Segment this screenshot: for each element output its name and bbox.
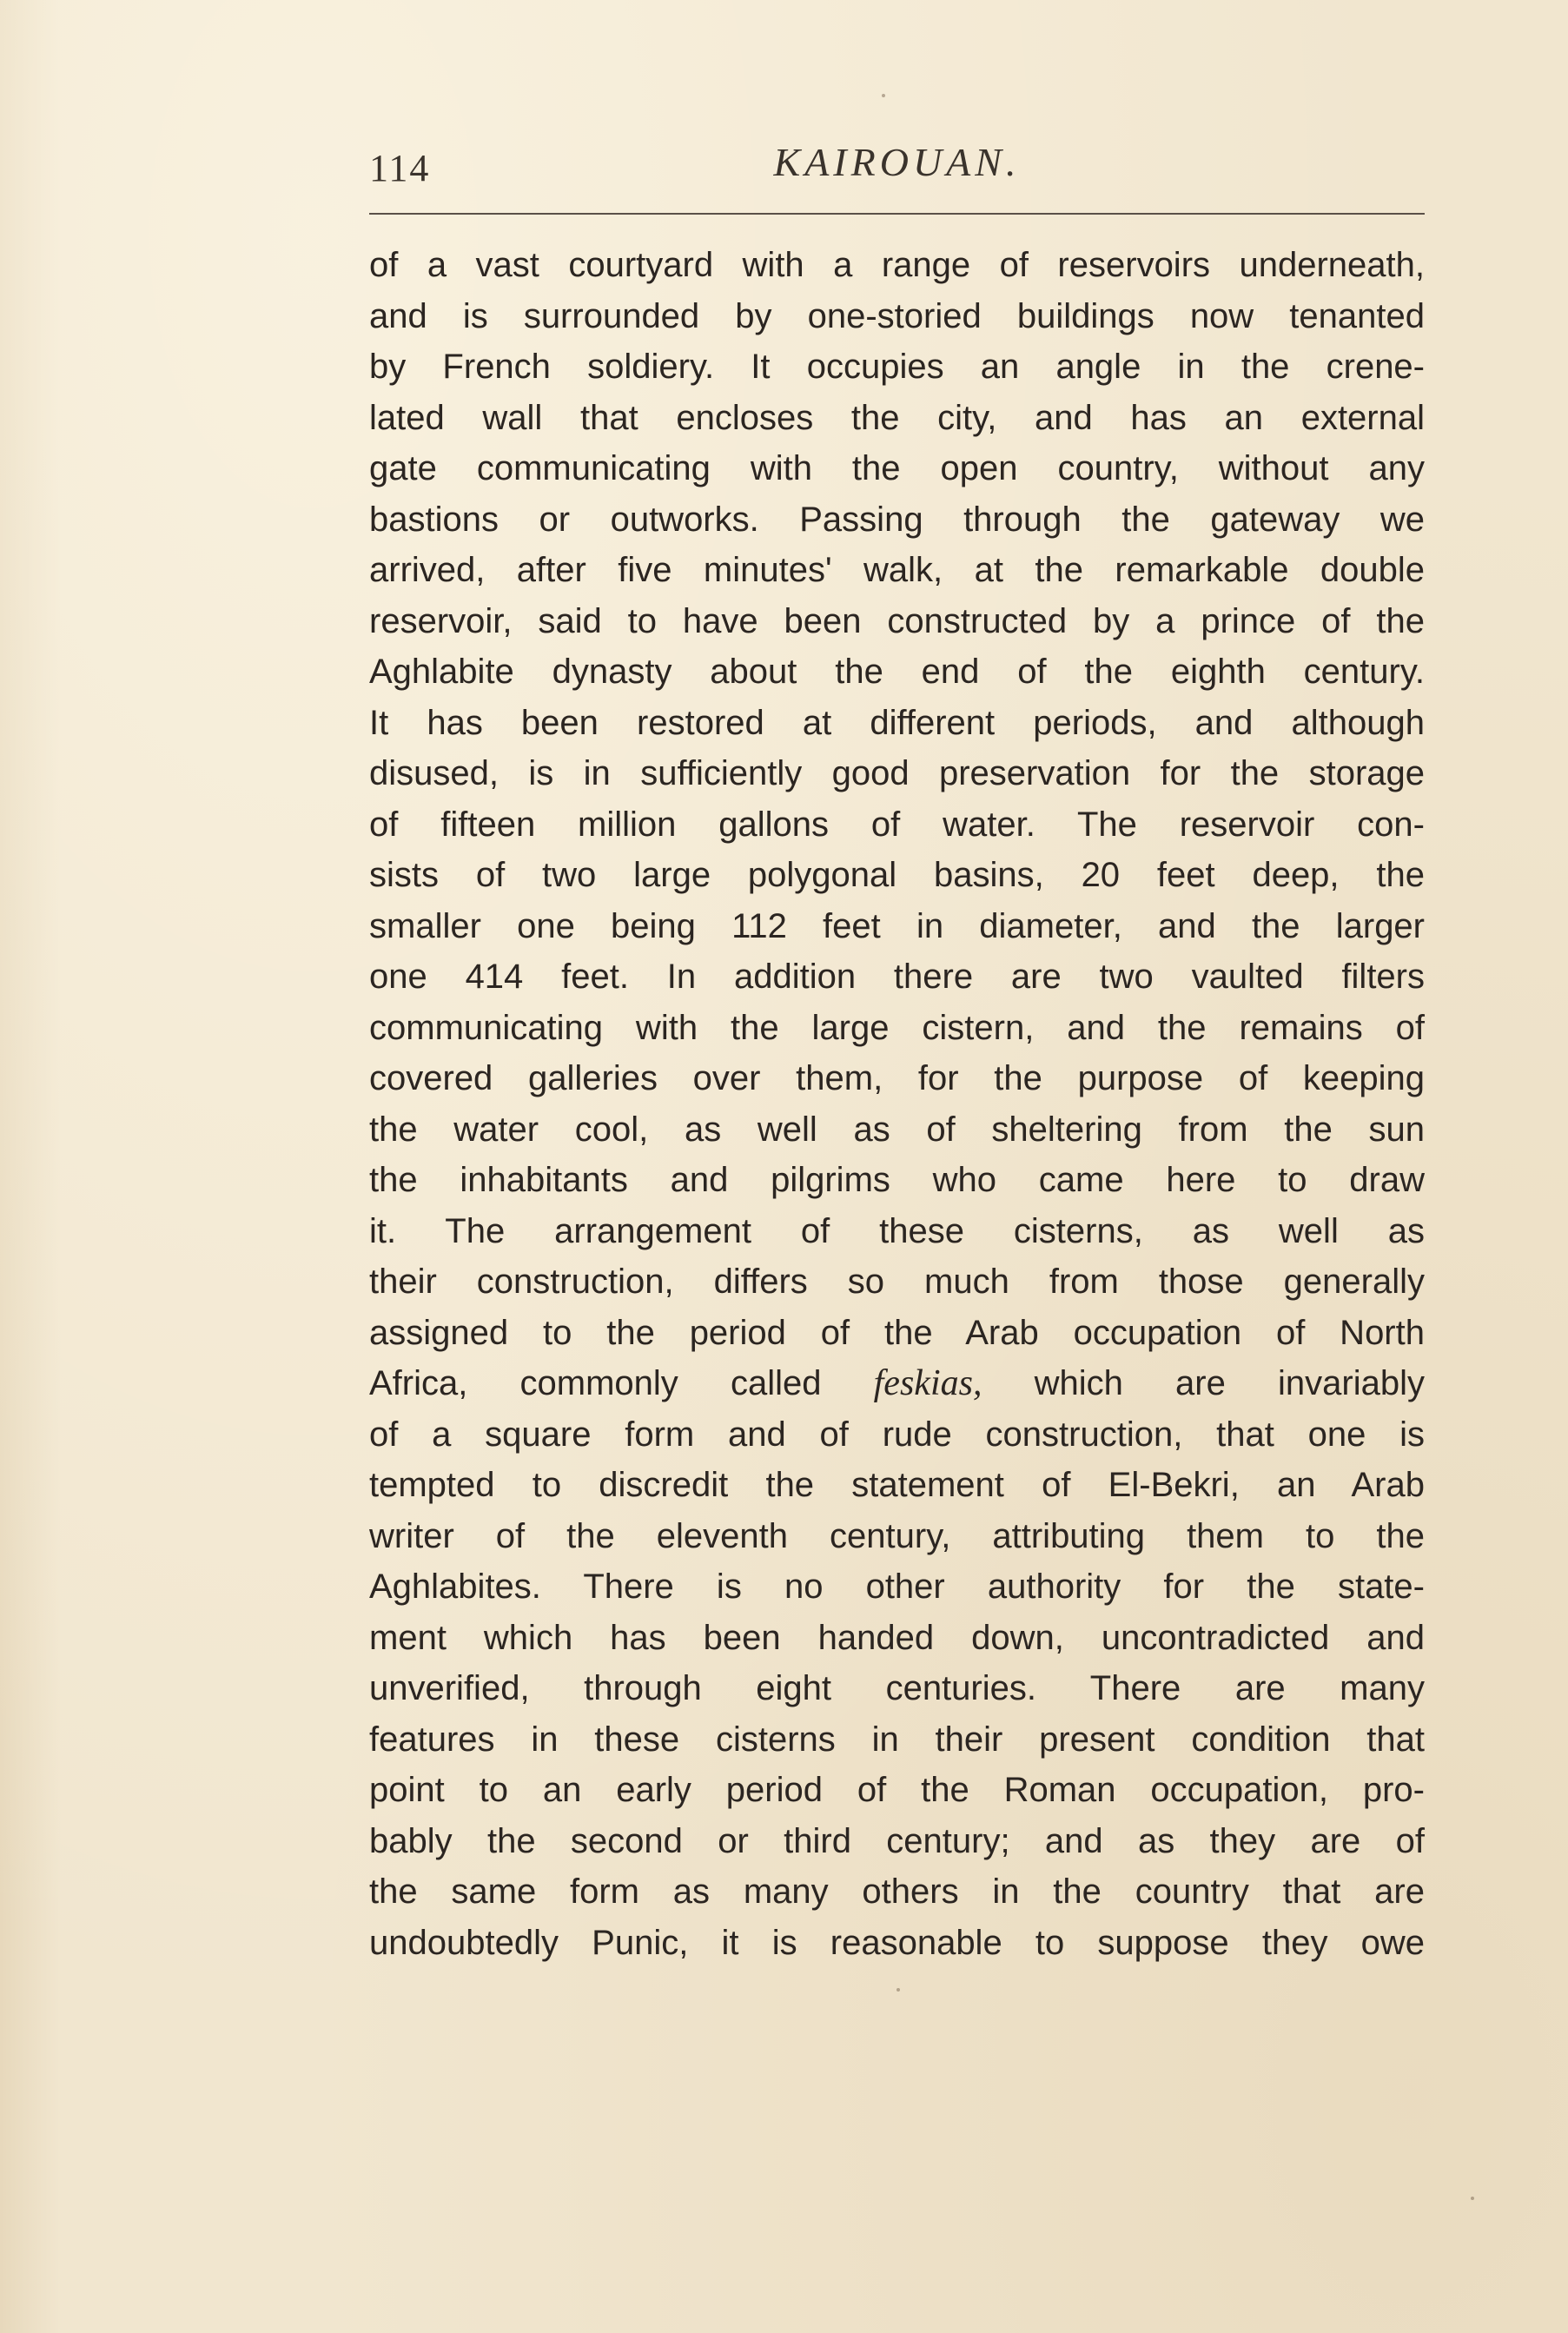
text-line: ment which has been handed down, uncontradicted and — [369, 1618, 1425, 1657]
text-line: Aghlabite dynasty about the end of the eighth century. — [369, 653, 1425, 691]
text-line: of a square form and of rude construction, that one is — [369, 1415, 1425, 1454]
text-line: lated wall that encloses the city, and has an external — [369, 398, 1425, 437]
running-head — [369, 139, 1425, 200]
text-line: gate communicating with the open country, without any — [369, 449, 1425, 487]
text-line: undoubtedly Punic, it is reasonable to suppose they owe — [369, 1923, 1425, 1962]
text-line: assigned to the period of the Arab occupation of North — [369, 1313, 1425, 1352]
text-line: Aghlabites. There is no other authority for the state- — [369, 1567, 1425, 1606]
text-line: It has been restored at different periods, and although — [369, 703, 1425, 742]
text-line: the inhabitants and pilgrims who came here to draw — [369, 1161, 1425, 1199]
running-title: KAIROUAN. — [773, 140, 1021, 184]
text-line-with-italic — [369, 1358, 1425, 1409]
text-line: disused, is in sufficiently good preservation for the storage — [369, 754, 1425, 792]
text-line: tempted to discredit the statement of El-Bekri, an Arab — [369, 1466, 1425, 1504]
text-line: by French soldiery. It occupies an angle in the crene- — [369, 348, 1425, 386]
text-line: smaller one being 112 feet in diameter, and the larger — [369, 906, 1425, 945]
text-segment: Africa, commonly called — [369, 1364, 822, 1402]
text-line: their construction, differs so much from those generally — [369, 1263, 1425, 1301]
text-line: of a vast courtyard with a range of reservoirs underneath, — [369, 246, 1425, 284]
text-line: and is surrounded by one-storied buildings now tenanted — [369, 296, 1425, 335]
text-line: covered galleries over them, for the purpose of keeping — [369, 1059, 1425, 1097]
page-number: 114 — [369, 147, 431, 189]
text-line: reservoir, said to have been constructed by a prince of the — [369, 601, 1425, 640]
text-line: one 414 feet. In addition there are two vaulted filters — [369, 958, 1425, 996]
text-line: sists of two large polygonal basins, 20 feet deep, the — [369, 856, 1425, 894]
header-rule — [369, 213, 1425, 215]
text-line: unverified, through eight centuries. There are many — [369, 1669, 1425, 1707]
text-line: the same form as many others in the country that are — [369, 1872, 1425, 1911]
paper-speck — [1471, 2197, 1474, 2200]
paper-speck — [882, 94, 885, 97]
text-segment: which are invariably — [1034, 1364, 1425, 1402]
body-text — [369, 240, 1425, 1968]
paper-speck — [896, 1988, 900, 1992]
italic-term: feskias, — [873, 1363, 982, 1403]
text-line: communicating with the large cistern, and the remains of — [369, 1008, 1425, 1047]
text-line: arrived, after five minutes' walk, at the remarkable double — [369, 551, 1425, 589]
text-line: writer of the eleventh century, attributing them to the — [369, 1516, 1425, 1555]
text-line: it. The arrangement of these cisterns, as well as — [369, 1211, 1425, 1250]
text-line: bably the second or third century; and as they are of — [369, 1821, 1425, 1860]
text-line: point to an early period of the Roman occupation, pro- — [369, 1771, 1425, 1809]
text-line: features in these cisterns in their present condition that — [369, 1720, 1425, 1759]
text-line: bastions or outworks. Passing through the gateway we — [369, 500, 1425, 539]
text-line: the water cool, as well as of sheltering from the sun — [369, 1110, 1425, 1149]
text-line: of fifteen million gallons of water. The reservoir con- — [369, 805, 1425, 844]
